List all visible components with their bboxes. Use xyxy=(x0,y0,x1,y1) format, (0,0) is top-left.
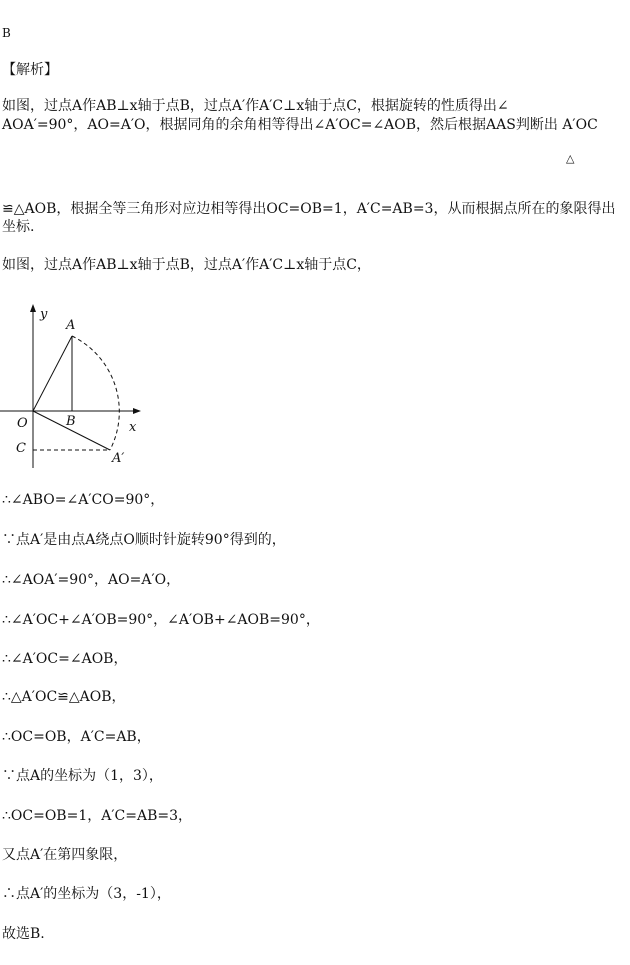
step-line: ∴OC=OB=1，A′C=AB=3， xyxy=(2,808,192,824)
intro-line-3: ≌△AOB，根据全等三角形对应边相等得出OC=OB=1，A′C=AB=3，从而根据点所在的象限得出 xyxy=(2,201,616,217)
intro-line-4: 坐标. xyxy=(2,219,35,235)
construction-text: 如图，过点A作AB⊥x轴于点B，过点A′作A′C⊥x轴于点C， xyxy=(2,257,371,273)
label-x: x xyxy=(129,420,137,435)
label-a: A xyxy=(66,318,76,333)
y-axis-arrow xyxy=(30,304,36,312)
step-line: ∵点A的坐标为（1，3）， xyxy=(2,768,163,784)
step-line: ∴△A′OC≌△AOB， xyxy=(2,689,126,705)
rotation-arc xyxy=(72,336,119,450)
step-line: ∴∠A′OC=∠AOB， xyxy=(2,651,128,667)
x-axis-arrow xyxy=(133,408,141,414)
label-a-prime: A′ xyxy=(112,451,125,466)
step-line: ∴OC=OB，A′C=AB， xyxy=(2,729,151,745)
label-c: C xyxy=(16,441,26,456)
step-line: 又点A′在第四象限， xyxy=(2,847,128,863)
label-o: O xyxy=(17,416,28,431)
label-b: B xyxy=(66,414,76,429)
analysis-heading: 【解析】 xyxy=(2,62,58,78)
step-line: ∴点A′的坐标为（3，-1）， xyxy=(2,886,171,902)
intro-line-1: 如图，过点A作AB⊥x轴于点B，过点A′作A′C⊥x轴于点C，根据旋转的性质得出∠ xyxy=(2,98,509,114)
step-line: ∴∠AOA′=90°，AO=A′O， xyxy=(2,572,181,588)
step-line: ∴∠A′OC+∠A′OB=90°，∠A′OB+∠AOB=90°， xyxy=(2,612,320,628)
step-line: ∴∠ABO=∠A′CO=90°， xyxy=(2,492,165,508)
label-y: y xyxy=(40,307,48,322)
intro-line-2: AOA′=90°，AO=A′O，根据同角的余角相等得出∠A′OC=∠AOB，然后根据AAS判断出 A′OC xyxy=(2,117,598,133)
geometry-figure xyxy=(0,300,160,470)
answer-letter: B xyxy=(2,26,11,40)
conclusion-line: 故选B. xyxy=(2,926,45,942)
segment-oa xyxy=(33,336,72,411)
triangle-symbol: △ xyxy=(566,152,575,165)
step-line: ∵点A′是由点A绕点O顺时针旋转90°得到的， xyxy=(2,532,286,548)
